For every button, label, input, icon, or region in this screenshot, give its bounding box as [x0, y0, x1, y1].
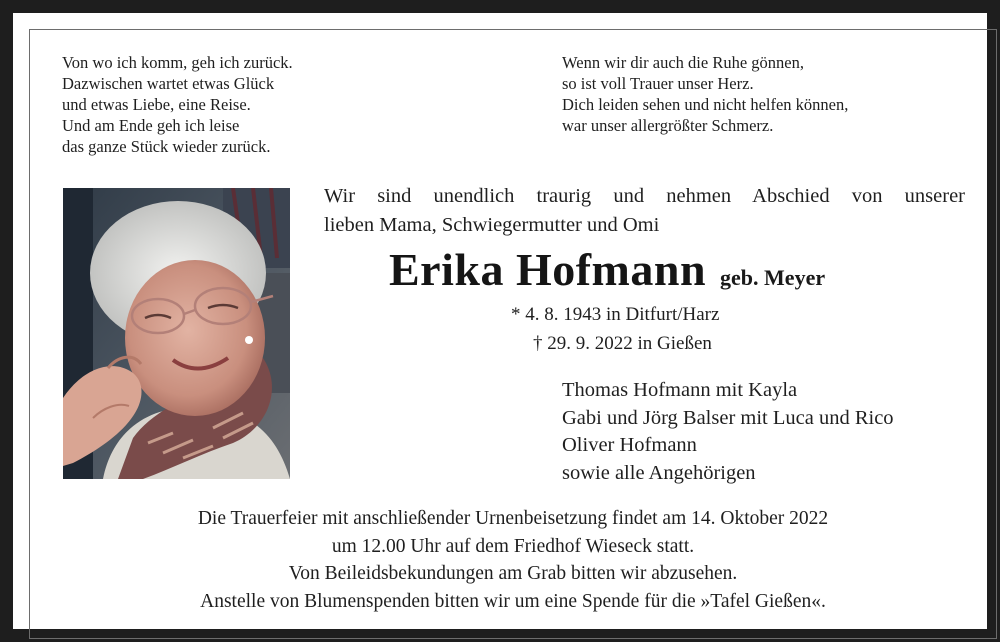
intro-text	[324, 182, 965, 240]
intro-line: lieben Mama, Schwiegermutter und Omi	[324, 214, 660, 236]
poem-left-line: und etwas Liebe, eine Reise.	[62, 95, 251, 114]
mourner-line: sowie alle Angehörigen	[562, 461, 756, 484]
poem-right	[562, 52, 848, 136]
notice-line: Anstelle von Blumenspenden bitten wir um eine Spende für die »Tafel Gießen«.	[200, 591, 826, 613]
intro-line: Wir sind unendlich traurig und nehmen Abschied von unserer	[324, 185, 965, 207]
mourner-line: Oliver Hofmann	[562, 434, 697, 456]
poem-left-line: Und am Ende geh ich leise	[62, 116, 240, 135]
deceased-name: Erika Hofmann	[389, 244, 707, 295]
poem-right-line: Wenn wir dir auch die Ruhe gönnen,	[562, 53, 804, 72]
poem-right-line: war unser allergrößter Schmerz.	[562, 116, 774, 135]
death-date: † 29. 9. 2022 in Gießen	[533, 333, 712, 354]
birth-date: * 4. 8. 1943 in Ditfurt/Harz	[511, 304, 720, 325]
notice-line: um 12.00 Uhr auf dem Friedhof Wieseck statt.	[331, 535, 695, 557]
maiden-name: geb. Meyer	[720, 265, 826, 290]
mourner-line: Thomas Hofmann mit Kayla	[562, 379, 798, 401]
notice-line: Von Beileidsbekundungen am Grab bitten wir abzusehen.	[288, 563, 738, 585]
mourners-list	[562, 377, 894, 487]
poem-left-line: das ganze Stück wieder zurück.	[62, 137, 271, 156]
life-dates	[511, 300, 719, 358]
funeral-notice	[73, 505, 953, 616]
deceased-name-row	[389, 243, 825, 296]
poem-right-line: Dich leiden sehen und nicht helfen können,	[562, 95, 849, 114]
poem-left-line: Dazwischen wartet etwas Glück	[62, 74, 275, 93]
poem-left	[62, 52, 293, 157]
portrait-photo	[63, 188, 290, 479]
notice-line: Die Trauerfeier mit anschließender Urnenbeisetzung findet am 14. Oktober 2022	[197, 508, 829, 529]
poem-left-line: Von wo ich komm, geh ich zurück.	[62, 53, 293, 72]
poem-right-line: so ist voll Trauer unser Herz.	[562, 74, 754, 93]
mourner-line: Gabi und Jörg Balser mit Luca und Rico	[562, 406, 894, 429]
